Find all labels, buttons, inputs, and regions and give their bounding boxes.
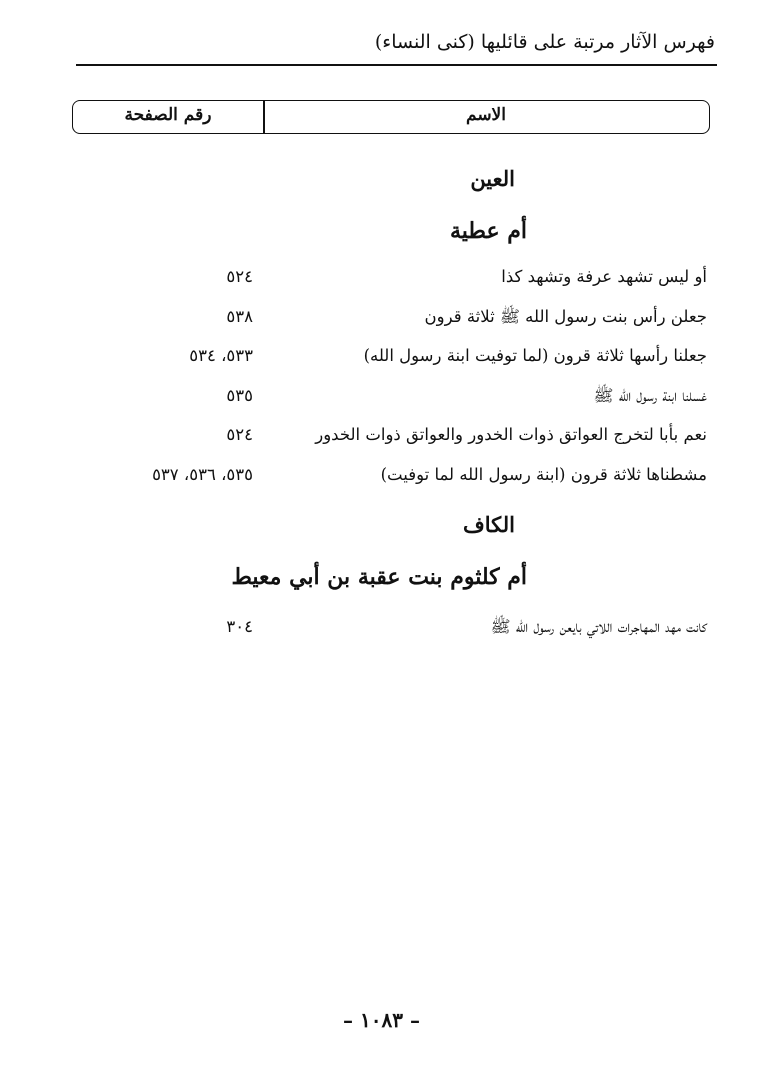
index-entry (0, 262, 763, 292)
page-number: – ١٠٨٣ – (343, 1008, 420, 1032)
entry-text: مشطناها ثلاثة قرون (ابنة رسول الله لما توفيت) (380, 465, 707, 484)
entry-pages: ٥٢٤ (226, 425, 253, 444)
header-rule (76, 64, 717, 66)
entry-pages: ٥٣٥، ٥٣٦، ٥٣٧ (152, 465, 253, 484)
column-header-box (72, 100, 710, 134)
section-letter: العين (470, 166, 515, 191)
entry-text: أو ليس تشهد عرفة وتشهد كذا (501, 267, 707, 286)
index-entry (0, 302, 763, 332)
entry-pages: ٣٠٤ (226, 617, 253, 636)
entry-pages: ٥٢٤ (226, 267, 253, 286)
column-divider (263, 101, 265, 133)
entry-pages: ٥٣٨ (226, 307, 253, 326)
index-entry (0, 341, 763, 371)
entry-text: جعلنا رأسها ثلاثة قرون (لما توفيت ابنة رسول الله) (363, 346, 707, 365)
index-entry (0, 460, 763, 490)
index-entry (0, 381, 763, 411)
narrator-heading: أم عطية (450, 218, 527, 244)
entry-text: نعم بأبا لتخرج العواتق ذوات الخدور والعواتق ذوات الخدور (315, 425, 707, 444)
section-letter: الكاف (463, 512, 515, 537)
entry-text: جعلن رأس بنت رسول الله ﷺ ثلاثة قرون (424, 307, 707, 326)
column-header-page: رقم الصفحة (124, 105, 212, 125)
entry-pages: ٥٣٣، ٥٣٤ (189, 346, 253, 365)
entry-text: غسلنا ابنة رسول الله ﷺ (593, 386, 707, 405)
index-entry (0, 612, 763, 642)
column-header-name: الاسم (466, 105, 506, 125)
index-entry (0, 420, 763, 450)
entry-text: كانت مهد المهاجرات اللاتي بايعن رسول الله ﷺ (490, 617, 707, 636)
narrator-heading: أم كلثوم بنت عقبة بن أبي معيط (231, 564, 527, 590)
running-header: فهرس الآثار مرتبة على قائليها (كنى النساء) (374, 31, 715, 53)
entry-pages: ٥٣٥ (226, 386, 253, 405)
